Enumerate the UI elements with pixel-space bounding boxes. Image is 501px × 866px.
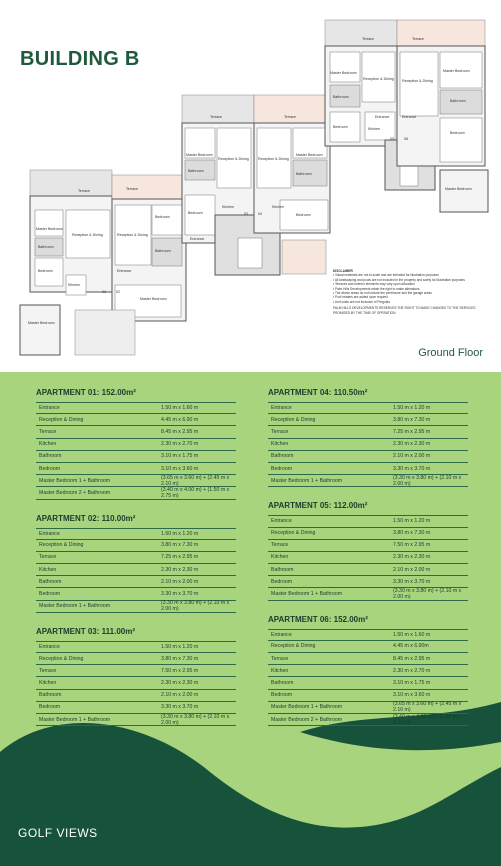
label-reception-04: Reception & Dining <box>258 157 289 161</box>
spec-row <box>268 402 468 414</box>
label-kitchen-04: Kitchen <box>272 205 284 209</box>
label-master2-01: Master Bedroom <box>28 321 55 325</box>
room-dimensions: 3.30 m x 3.70 m <box>393 578 431 585</box>
room-name: Entrance <box>271 518 292 525</box>
room-dimensions: (3.65 m x 3.60 m) + (2.45 m x 2.10 m) <box>393 701 462 714</box>
page-title: BUILDING B <box>20 48 140 70</box>
room-name: Terrace <box>271 542 289 549</box>
room-name: Reception & Dining <box>39 542 84 549</box>
room-dimensions: 3.30 m x 3.70 m <box>161 704 199 711</box>
floor-label: Ground Floor <box>418 347 483 359</box>
unit-02: 02 <box>116 290 120 294</box>
spec-row <box>268 690 468 702</box>
room-name: Kitchen <box>271 667 289 674</box>
spec-row <box>268 540 468 552</box>
spec-row <box>36 451 236 463</box>
label-master-02: Master Bedroom <box>140 297 167 301</box>
label-bath-02: Bathroom <box>155 249 171 253</box>
spec-row <box>36 564 236 576</box>
apartments-left-column <box>36 388 236 740</box>
room-dimensions: 1.50 m x 1.20 m <box>393 518 431 525</box>
spec-row <box>268 475 468 487</box>
apartment-06-spec <box>268 615 468 727</box>
apartment-03-spec <box>36 627 236 726</box>
room-dimensions: (3.40 m x 4.00 m) + (1.50 m x 2.75 m) <box>161 486 230 499</box>
label-bed-03: Bedroom <box>188 211 203 215</box>
room-dimensions: 7.50 m x 2.95 m <box>393 542 431 549</box>
room-name: Entrance <box>39 530 60 537</box>
label-reception-05: Reception & Dining <box>363 77 394 81</box>
room-name: Bedroom <box>39 465 61 472</box>
room-dimensions: 3.30 m x 3.70 m <box>161 591 199 598</box>
label-bath-05: Bathroom <box>333 95 349 99</box>
unit-06: 06 <box>404 137 408 141</box>
label-master-06: Master Bedroom <box>443 69 470 73</box>
room-dimensions: 2.10 m x 2.00 m <box>393 566 431 573</box>
room-dimensions: 2.30 m x 2.30 m <box>161 566 199 573</box>
spec-row <box>36 414 236 426</box>
room-dimensions: 2.30 m x 2.70 m <box>161 441 199 448</box>
label-bath-04: Bathroom <box>296 172 312 176</box>
spec-row <box>268 653 468 665</box>
spec-row <box>36 690 236 702</box>
room-dimensions: 4.45 m x 6.90m <box>393 643 429 650</box>
label-terrace-03: Terrace <box>210 115 222 119</box>
spec-row <box>268 451 468 463</box>
room-name: Bathroom <box>39 578 62 585</box>
room-name: Kitchen <box>39 441 57 448</box>
room-dimensions: (3.30 m x 3.80 m) + (2.10 m x 2.00 m) <box>161 713 230 726</box>
spec-row <box>36 641 236 653</box>
label-terrace-06: Terrace <box>412 37 424 41</box>
room-name: Bedroom <box>271 465 293 472</box>
room-name: Master Bedroom 1 + Bathroom <box>39 603 111 610</box>
room-name: Entrance <box>39 405 60 412</box>
room-name: Reception & Dining <box>271 530 316 537</box>
room-name: Bedroom <box>271 578 293 585</box>
spec-row <box>268 528 468 540</box>
room-dimensions: 2.30 m x 2.70 m <box>393 667 431 674</box>
room-name: Terrace <box>271 428 289 435</box>
floor-plan-section <box>0 0 501 372</box>
spec-row <box>36 487 236 499</box>
label-reception-06: Reception & Dining <box>402 79 433 83</box>
disclaimer-footer: PALM HILLS DEVELOPMENTS RESERVES THE RIGHT TO MAKE CHANGES TO THE SERVICES PROMISED BY THE TIME OF OPERATION. <box>333 306 476 315</box>
label-bed-04: Bedroom <box>296 213 311 217</box>
room-name: Reception & Dining <box>271 416 316 423</box>
spec-row <box>268 702 468 714</box>
apartment-title: APARTMENT 06: 152.00m² <box>268 614 368 624</box>
spec-row <box>36 665 236 677</box>
room-name: Bedroom <box>39 704 61 711</box>
room-dimensions: 1.50 m x 1.60 m <box>393 631 431 638</box>
spec-row <box>36 588 236 600</box>
room-dimensions: 3.10 m x 3.60 m <box>393 692 431 699</box>
room-dimensions: 7.50 m x 2.95 m <box>161 667 199 674</box>
room-name: Bathroom <box>39 453 62 460</box>
room-name: Terrace <box>271 655 289 662</box>
label-master-05: Master Bedroom <box>330 71 357 75</box>
room-dimensions: 2.10 m x 2.00 m <box>393 453 431 460</box>
apartment-title: APARTMENT 01: 152.00m² <box>36 388 136 397</box>
room-dimensions: 1.50 m x 1.60 m <box>161 405 199 412</box>
room-name: Master Bedroom 2 + Bathroom <box>39 489 111 496</box>
spec-row <box>36 475 236 487</box>
room-name: Master Bedroom 2 + Bathroom <box>271 716 343 723</box>
unit-03: 03 <box>244 212 248 216</box>
room-name: Master Bedroom 1 + Bathroom <box>39 477 111 484</box>
room-dimensions: 8.45 m x 2.95 m <box>161 428 199 435</box>
unit-05: 05 <box>390 137 394 141</box>
spec-row <box>36 576 236 588</box>
room-dimensions: 2.10 m x 2.00 m <box>161 578 199 585</box>
spec-row <box>268 515 468 527</box>
spec-row <box>268 629 468 641</box>
apartment-title: APARTMENT 02: 110.00m² <box>36 513 136 523</box>
label-entrance-03: Entrance <box>190 237 205 241</box>
room-dimensions: 8.45 m x 2.95 m <box>393 655 431 662</box>
room-dimensions: 2.10 m x 2.00 m <box>161 692 199 699</box>
disclaimer-line: • Terraces and exterior elements may vary upon allocation <box>333 282 415 287</box>
room-dimensions: 4.45 m x 6.90 m <box>161 416 199 423</box>
label-kitchen-03: Kitchen <box>222 205 234 209</box>
room-dimensions: 3.10 m x 1.75 m <box>393 679 431 686</box>
room-name: Kitchen <box>39 679 57 686</box>
disclaimer-line: • Unit costs are not inclusive of Pergolas <box>333 299 390 304</box>
room-dimensions: 3.30 m x 3.70 m <box>393 465 431 472</box>
apartment-title: APARTMENT 04: 110.50m² <box>268 388 368 397</box>
room-name: Reception & Dining <box>39 655 84 662</box>
spec-row <box>36 702 236 714</box>
room-name: Terrace <box>39 428 57 435</box>
label-master2-06: Master Bedroom <box>445 187 472 191</box>
label-reception-02: Reception & Dining <box>117 233 148 237</box>
label-entrance-06: Entrance <box>402 115 417 119</box>
spec-row <box>36 402 236 414</box>
room-dimensions: 7.25 m x 2.95 m <box>161 554 199 561</box>
room-dimensions: 1.50 m x 1.20 m <box>161 643 199 650</box>
label-entrance-05: Entrance <box>375 115 390 119</box>
room-name: Master Bedroom 1 + Bathroom <box>39 716 111 723</box>
room-name: Kitchen <box>271 441 289 448</box>
label-terrace-05: Terrace <box>362 37 374 41</box>
spec-row <box>268 426 468 438</box>
label-bath-01: Bathroom <box>38 245 54 249</box>
label-reception-01: Reception & Dining <box>72 233 103 237</box>
room-dimensions: 1.50 m x 1.20 m <box>161 530 199 537</box>
spec-row <box>268 641 468 653</box>
room-dimensions: 7.25 m x 2.95 m <box>393 428 431 435</box>
spec-row <box>268 414 468 426</box>
spec-row <box>268 552 468 564</box>
spec-row <box>268 564 468 576</box>
disclaimer-line: • The above areas do not include the penthouse and the garage areas <box>333 291 432 296</box>
disclaimer-line: • Pool heaters are added upon request <box>333 295 388 300</box>
room-name: Bedroom <box>271 692 293 699</box>
room-name: Master Bedroom 1 + Bathroom <box>271 591 343 598</box>
spec-row <box>36 714 236 726</box>
label-reception-03: Reception & Dining <box>218 157 249 161</box>
room-dimensions: (3.65 m x 3.60 m) + (2.45 m x 2.10 m) <box>161 474 230 487</box>
room-dimensions: 3.80 m x 7.30 m <box>393 530 431 537</box>
label-entrance-02: Entrance <box>117 269 132 273</box>
room-dimensions: 3.10 m x 3.60 m <box>161 465 199 472</box>
room-dimensions: (3.30 m x 3.80 m) + (2.10 m x 2.00 m) <box>393 474 462 487</box>
spec-row <box>268 665 468 677</box>
label-bath-03: Bathroom <box>188 169 204 173</box>
room-name: Bedroom <box>39 591 61 598</box>
room-dimensions: (3.30 m x 3.80 m) + (2.10 m x 2.00 m) <box>393 588 462 601</box>
apartment-title: APARTMENT 05: 112.00m² <box>268 501 368 511</box>
room-name: Kitchen <box>271 554 289 561</box>
spec-row <box>268 588 468 600</box>
room-name: Entrance <box>271 405 292 412</box>
spec-row <box>36 601 236 613</box>
room-dimensions: 3.80 m x 7.30 m <box>393 416 431 423</box>
spec-row <box>36 540 236 552</box>
apartments-right-column <box>268 388 468 740</box>
room-name: Master Bedroom 1 + Bathroom <box>271 704 343 711</box>
spec-row <box>268 463 468 475</box>
disclaimer-heading: DISCLAIMER <box>333 269 353 273</box>
spec-row <box>36 439 236 451</box>
room-dimensions: 1.50 m x 1.20 m <box>393 405 431 412</box>
room-name: Terrace <box>39 554 57 561</box>
room-dimensions: (3.30 m x 3.80 m) + (2.10 m x 2.00 m) <box>161 600 230 613</box>
room-dimensions: 2.30 m x 2.30 m <box>393 554 431 561</box>
label-bed-02: Bedroom <box>155 215 170 219</box>
spec-row <box>36 552 236 564</box>
room-dimensions: 3.10 m x 1.75 m <box>161 453 199 460</box>
label-master-01: Master Bedroom <box>36 227 63 231</box>
room-dimensions: 2.30 m x 2.30 m <box>393 441 431 448</box>
label-kitchen-01: Kitchen <box>68 283 80 287</box>
spec-row <box>268 677 468 689</box>
room-name: Reception & Dining <box>39 416 84 423</box>
floor-plan <box>0 0 501 372</box>
disclaimer <box>333 269 493 315</box>
unit-04: 04 <box>258 212 262 216</box>
disclaimer-line: • Visual materials are not to scale and are intended for illustration purposes <box>333 273 439 278</box>
label-master-03: Master Bedroom <box>186 153 213 157</box>
golf-views-logo: GOLF VIEWS <box>18 826 98 840</box>
room-dimensions: (3.40 m x 4.00 m) + (1.50 m x 2.75 m) <box>393 713 462 726</box>
room-name: Bathroom <box>271 566 294 573</box>
label-terrace-04: Terrace <box>284 115 296 119</box>
label-bed-01: Bedroom <box>38 269 53 273</box>
room-dimensions: 3.80 m x 7.30 m <box>161 542 199 549</box>
spec-row <box>268 714 468 726</box>
spec-row <box>36 653 236 665</box>
disclaimer-line: • Palm Hills Developments retain the right to make alterations <box>333 286 420 291</box>
room-name: Bathroom <box>271 679 294 686</box>
room-name: Reception & Dining <box>271 643 316 650</box>
apartment-05-spec <box>268 501 468 600</box>
specs-section <box>0 372 501 866</box>
label-terrace-01: Terrace <box>78 189 90 193</box>
label-bath-06: Bathroom <box>450 99 466 103</box>
label-bed-05: Bedroom <box>333 125 348 129</box>
label-kitchen-05: Kitchen <box>368 127 380 131</box>
apartment-04-spec <box>268 388 468 487</box>
room-dimensions: 3.80 m x 7.30 m <box>161 655 199 662</box>
spec-row <box>36 463 236 475</box>
room-name: Master Bedroom 1 + Bathroom <box>271 477 343 484</box>
apartment-02-spec <box>36 514 236 613</box>
spec-row <box>36 426 236 438</box>
label-terrace-02: Terrace <box>126 187 138 191</box>
room-name: Entrance <box>39 643 60 650</box>
room-dimensions: 2.30 m x 2.30 m <box>161 679 199 686</box>
spec-row <box>268 576 468 588</box>
label-bed-06: Bedroom <box>450 131 465 135</box>
label-master-04: Master Bedroom <box>296 153 323 157</box>
apartment-title: APARTMENT 03: 111.00m² <box>36 626 135 636</box>
room-name: Terrace <box>39 667 57 674</box>
room-name: Bathroom <box>39 692 62 699</box>
spec-row <box>36 677 236 689</box>
apartment-01-spec <box>36 388 236 500</box>
room-name: Bathroom <box>271 453 294 460</box>
unit-01: 01 <box>102 290 106 294</box>
room-name: Kitchen <box>39 566 57 573</box>
spec-row <box>268 439 468 451</box>
room-name: Entrance <box>271 631 292 638</box>
disclaimer-line: • All landscaping and pools are not included in the property and solely for illustration purposes <box>333 277 465 282</box>
spec-row <box>36 528 236 540</box>
